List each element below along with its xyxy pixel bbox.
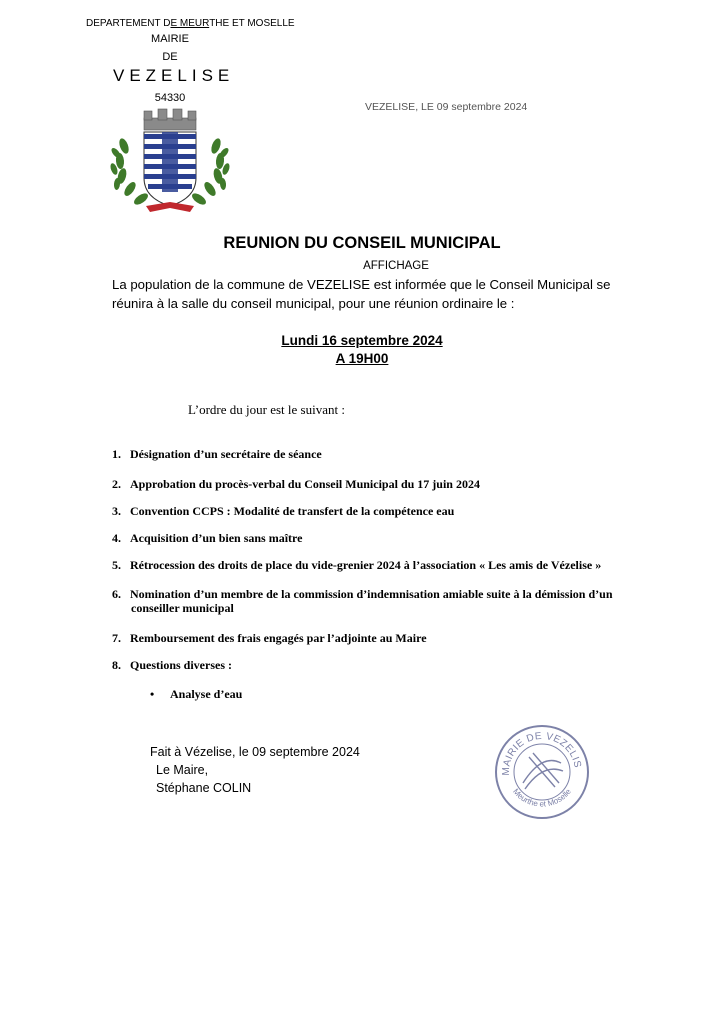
signature-place-date: Fait à Vézelise, le 09 septembre 2024 — [150, 745, 360, 759]
agenda-item: 3. Convention CCPS : Modalité de transfert de la compétence eau — [112, 504, 455, 518]
agenda-item: 6. Nomination d’un membre de la commission d’indemnisation amiable suite à la démission d’un conseiller municipal — [112, 587, 613, 615]
agenda-item: 7. Remboursement des frais engagés par l’adjointe au Maire — [112, 631, 427, 645]
notice-intro: La population de la commune de VEZELISE est informée que le Conseil Municipal se réunira à la salle du conseil municipal, pour une réunion ordinaire le : — [112, 277, 611, 311]
signature-name: Stéphane COLIN — [156, 781, 252, 795]
agenda-item: 5. Rétrocession des droits de place du vide-grenier 2024 à l’association « Les amis de Vézelise » — [112, 558, 602, 572]
svg-text:Meurthe et Moselle: Meurthe et Moselle — [511, 786, 573, 809]
agenda-intro: L’ordre du jour est le suivant : — [188, 402, 345, 417]
agenda-item: 4. Acquisition d’un bien sans maître — [112, 531, 303, 545]
meeting-date: Lundi 16 septembre 2024 — [281, 333, 443, 348]
de-label: DE — [162, 51, 178, 63]
mairie-stamp — [493, 723, 591, 821]
bullet-icon: • — [150, 687, 155, 701]
agenda-subitem: • Analyse d’eau — [150, 687, 243, 701]
signature-role: Le Maire, — [156, 763, 209, 777]
postcode: 54330 — [154, 92, 186, 104]
town-crest-logo — [110, 106, 230, 218]
notice-subtitle: AFFICHAGE — [363, 260, 429, 272]
meeting-time: A 19H00 — [335, 351, 389, 366]
svg-text:MAIRIE DE VEZELISE: MAIRIE DE VEZELIS — [500, 730, 583, 776]
notice-title: REUNION DU CONSEIL MUNICIPAL — [223, 234, 501, 252]
department-line: DEPARTEMENT DE MEURTHE ET MOSELLE — [86, 18, 295, 29]
agenda-item: 1. Désignation d’un secrétaire de séance — [112, 447, 322, 461]
agenda-item: 2. Approbation du procès-verbal du Conseil Municipal du 17 juin 2024 — [112, 477, 480, 491]
agenda-item: 8. Questions diverses : — [112, 658, 232, 672]
dateline: VEZELISE, LE 09 septembre 2024 — [365, 101, 528, 113]
town-name: VEZELISE — [113, 66, 235, 85]
mairie-label: MAIRIE — [151, 33, 189, 45]
